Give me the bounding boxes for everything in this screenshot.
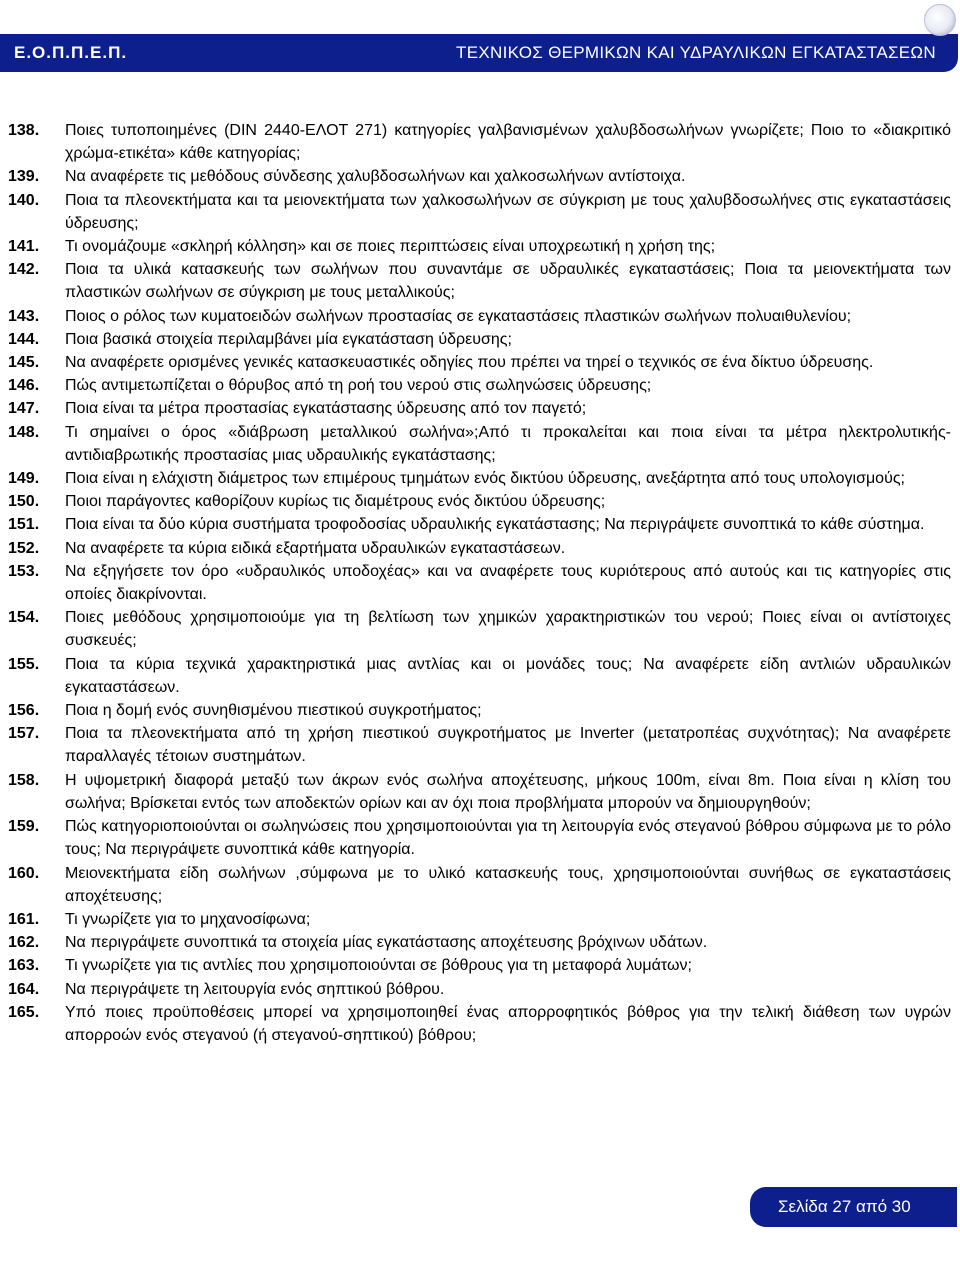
question-number: 154. bbox=[8, 609, 40, 627]
question-text: Ποιοι παράγοντες καθορίζουν κυρίως τις διαμέτρους ενός δικτύου ύδρευσης; bbox=[65, 493, 606, 511]
question-list bbox=[8, 119, 951, 1047]
list-item bbox=[8, 1001, 951, 1047]
question-text: Ποια τα πλεονεκτήματα από τη χρήση πιεστικού συγκροτήματος με Inverter (μετατροπέας συχνότητας); Να αναφέρετε παραλλαγές τέτοιων συστημάτων. bbox=[65, 725, 951, 766]
question-number: 158. bbox=[8, 771, 40, 789]
question-number: 151. bbox=[8, 516, 40, 534]
organization-name: Ε.Ο.Π.Π.Ε.Π. bbox=[14, 43, 128, 62]
question-number: 152. bbox=[8, 539, 40, 557]
question-number: 157. bbox=[8, 725, 40, 743]
question-number: 146. bbox=[8, 377, 40, 395]
list-item bbox=[8, 258, 951, 304]
question-text: Να αναφέρετε τις μεθόδους σύνδεσης χαλυβδοσωλήνων και χαλκοσωλήνων αντίστοιχα. bbox=[65, 168, 686, 186]
question-number: 156. bbox=[8, 702, 40, 720]
question-number: 150. bbox=[8, 493, 40, 511]
question-text: Ποια τα υλικά κατασκευής των σωλήνων που συναντάμε σε υδραυλικές εγκαταστάσεις; Ποια τα μειονεκτήματα των πλαστικών σωλήνων σε σύγκριση με τους μεταλλικούς; bbox=[65, 261, 951, 302]
list-item bbox=[8, 374, 951, 397]
list-item bbox=[8, 467, 951, 490]
list-item bbox=[8, 815, 951, 861]
list-item bbox=[8, 421, 951, 467]
question-text: Ποιες τυποποιημένες (DIN 2440-ΕΛΟΤ 271) κατηγορίες γαλβανισμένων χαλυβδοσωλήνων γνωρίζετε; Ποιο το «διακριτικό χρώμα-ετικέτα» κάθε κατηγορίας; bbox=[65, 122, 951, 163]
question-text: Να περιγράψετε τη λειτουργία ενός σηπτικού βόθρου. bbox=[65, 980, 445, 998]
list-item bbox=[8, 165, 951, 188]
list-item bbox=[8, 978, 951, 1001]
list-item bbox=[8, 513, 951, 536]
question-text: Πώς αντιμετωπίζεται ο θόρυβος από τη ροή του νερού στις σωληνώσεις ύδρευσης; bbox=[65, 377, 652, 395]
page-number: Σελίδα 27 από 30 bbox=[778, 1197, 911, 1216]
document-title: ΤΕΧΝΙΚΟΣ ΘΕΡΜΙΚΩΝ ΚΑΙ ΥΔΡΑΥΛΙΚΩΝ ΕΓΚΑΤΑΣΤΑΣΕΩΝ bbox=[456, 43, 936, 62]
list-item bbox=[8, 537, 951, 560]
list-item bbox=[8, 931, 951, 954]
question-number: 144. bbox=[8, 330, 40, 348]
list-item bbox=[8, 722, 951, 768]
question-text: Ποια τα κύρια τεχνικά χαρακτηριστικά μιας αντλίας και οι μονάδες τους; Να αναφέρετε είδη αντλιών υδραυλικών εγκαταστάσεων. bbox=[65, 655, 951, 696]
list-item bbox=[8, 769, 951, 815]
question-text: Τι γνωρίζετε για το μηχανοσίφωνα; bbox=[65, 910, 311, 928]
question-number: 163. bbox=[8, 957, 40, 975]
list-item bbox=[8, 189, 951, 235]
question-number: 161. bbox=[8, 910, 40, 928]
question-number: 149. bbox=[8, 470, 40, 488]
list-item bbox=[8, 351, 951, 374]
question-text: Ποια είναι η ελάχιστη διάμετρος των επιμέρους τμημάτων ενός δικτύου ύδρευσης, ανεξάρτητα από τους υπολογισμούς; bbox=[65, 470, 905, 488]
question-number: 138. bbox=[8, 122, 40, 139]
footer-bar bbox=[750, 1187, 957, 1227]
question-text: Τι σημαίνει ο όρος «διάβρωση μεταλλικού σωλήνα»;Από τι προκαλείται και ποια είναι τα μέτρα ηλεκτρολυτικής-αντιδιαβρωτικής προστασίας μιας υδραυλικής εγκατάστασης; bbox=[65, 423, 951, 464]
list-item bbox=[8, 397, 951, 420]
question-number: 162. bbox=[8, 934, 40, 952]
question-text: Τι γνωρίζετε για τις αντλίες που χρησιμοποιούνται σε βόθρους για τη μεταφορά λυμάτων; bbox=[65, 957, 692, 975]
question-text: Ποια η δομή ενός συνηθισμένου πιεστικού συγκροτήματος; bbox=[65, 702, 482, 720]
list-item bbox=[8, 560, 951, 606]
list-item bbox=[8, 490, 951, 513]
question-number: 148. bbox=[8, 423, 40, 441]
question-text: Να περιγράψετε συνοπτικά τα στοιχεία μίας εγκατάστασης αποχέτευσης βρόχινων υδάτων. bbox=[65, 934, 708, 952]
question-number: 143. bbox=[8, 307, 40, 325]
question-number: 160. bbox=[8, 864, 40, 882]
question-number: 153. bbox=[8, 562, 40, 580]
list-item bbox=[8, 862, 951, 908]
header-ornament-icon bbox=[924, 4, 956, 36]
question-text: Ποια είναι τα δύο κύρια συστήματα τροφοδοσίας υδραυλικής εγκατάστασης; Να περιγράψετε συνοπτικά το κάθε σύστημα. bbox=[65, 516, 925, 534]
question-number: 164. bbox=[8, 980, 40, 998]
list-item bbox=[8, 954, 951, 977]
list-item bbox=[8, 328, 951, 351]
list-item bbox=[8, 119, 951, 165]
question-text: Υπό ποιες προϋποθέσεις μπορεί να χρησιμοποιηθεί ένας απορροφητικός βόθρος για την τελική διάθεση των υγρών απορροών ενός στεγανού (ή στεγανού-σηπτικού) βόθρου; bbox=[65, 1003, 951, 1044]
question-text: Να αναφέρετε ορισμένες γενικές κατασκευαστικές οδηγίες που πρέπει να τηρεί ο τεχνικός σε ένα δίκτυο ύδρευσης. bbox=[65, 354, 874, 372]
list-item bbox=[8, 235, 951, 258]
question-text: Ποια τα πλεονεκτήματα και τα μειονεκτήματα των χαλκοσωλήνων σε σύγκριση με τους χαλυβδοσωλήνες στις εγκαταστάσεις ύδρευσης; bbox=[65, 191, 951, 232]
question-text: Ποιες μεθόδους χρησιμοποιούμε για τη βελτίωση των χημικών χαρακτηριστικών του νερού; Ποιες είναι οι αντίστοιχες συσκευές; bbox=[65, 609, 951, 650]
list-item bbox=[8, 305, 951, 328]
question-number: 165. bbox=[8, 1003, 40, 1021]
list-item bbox=[8, 653, 951, 699]
question-text: Ποια βασικά στοιχεία περιλαμβάνει μία εγκατάσταση ύδρευσης; bbox=[65, 330, 512, 348]
question-number: 139. bbox=[8, 168, 40, 186]
list-item bbox=[8, 699, 951, 722]
question-number: 142. bbox=[8, 261, 40, 279]
question-text: Να αναφέρετε τα κύρια ειδικά εξαρτήματα υδραυλικών εγκαταστάσεων. bbox=[65, 539, 566, 557]
question-text: Μειονεκτήματα είδη σωλήνων ,σύμφωνα με το υλικό κατασκευής τους, χρησιμοποιούνται συνήθως σε εγκαταστάσεις αποχέτευσης; bbox=[65, 864, 951, 905]
question-number: 145. bbox=[8, 354, 40, 372]
question-number: 141. bbox=[8, 238, 40, 256]
question-text: Να εξηγήσετε τον όρο «υδραυλικός υποδοχέας» και να αναφέρετε τους κυριότερους από αυτούς και τις κατηγορίες στις οποίες διακρίνονται. bbox=[65, 562, 951, 604]
list-item bbox=[8, 606, 951, 652]
question-number: 140. bbox=[8, 191, 40, 209]
question-text: Τι ονομάζουμε «σκληρή κόλληση» και σε ποιες περιπτώσεις είναι υποχρεωτική η χρήση της; bbox=[65, 238, 716, 256]
question-number: 147. bbox=[8, 400, 40, 418]
question-number: 159. bbox=[8, 818, 40, 836]
question-text: Ποια είναι τα μέτρα προστασίας εγκατάστασης ύδρευσης από τον παγετό; bbox=[65, 400, 587, 418]
question-number: 155. bbox=[8, 655, 40, 673]
question-text: Η υψομετρική διαφορά μεταξύ των άκρων ενός σωλήνα αποχέτευσης, μήκους 100m, είναι 8m. Ποια είναι η κλίση του σωλήνα; Βρίσκεται εντός των αποδεκτών ορίων και αν όχι ποια προβλήματα μπορούν να δημιουργηθούν; bbox=[65, 771, 951, 812]
header-bar bbox=[0, 34, 958, 72]
question-text: Ποιος ο ρόλος των κυματοειδών σωλήνων προστασίας σε εγκαταστάσεις πλαστικών σωλήνων πολυαιθυλενίου; bbox=[65, 307, 852, 325]
question-text: Πώς κατηγοριοποιούνται οι σωληνώσεις που χρησιμοποιούνται για τη λειτουργία ενός στεγανού βόθρου σύμφωνα με το ρόλο τους; Να περιγράψετε συνοπτικά κάθε κατηγορία. bbox=[65, 818, 951, 859]
list-item bbox=[8, 908, 951, 931]
